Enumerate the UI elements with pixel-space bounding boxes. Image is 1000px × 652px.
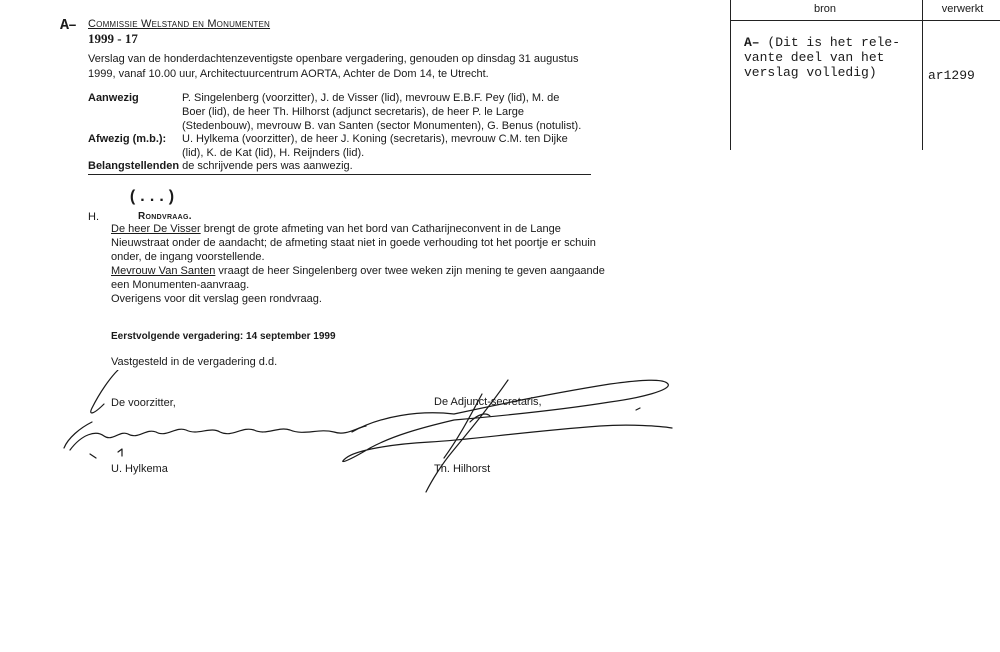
speaker-de-visser: De heer De Visser xyxy=(111,223,201,235)
aanwezig-label: Aanwezig xyxy=(88,92,139,104)
signature-left-stroke xyxy=(64,370,366,450)
signature-right-loop xyxy=(343,380,672,461)
bron-mark: A– xyxy=(744,35,760,50)
belangstellenden-row xyxy=(88,160,353,172)
table-header-divider xyxy=(730,20,1000,21)
afwezig-text: U. Hylkema (voorzitter), de heer J. Koning (secretaris), mevrouw C.M. ten Dijke (lid), K. de Kat (lid), H. Reijnders (lid). xyxy=(182,133,568,159)
belangstellenden-text: de schrijvende pers was aanwezig. xyxy=(179,160,353,172)
rondvraag-p1-text: brengt de grote afmeting van het bord van Catharijneconvent in de Lange Nieuwstraat onder de aandacht; de afmeting staat niet in goede verhouding tot het poortje er schuin onder, de ingang voorstellende. xyxy=(111,223,596,263)
signatory-right-name: Th. Hilhorst xyxy=(434,463,491,475)
rondvraag-p2-text: vraagt de heer Singelenberg over twee weken zijn mening te geven aangaande een Monumenten-aanvraag. xyxy=(111,265,605,291)
signature-left-tick xyxy=(90,449,122,458)
bron-note-text: (Dit is het rele- vante deel van het verslag volledig) xyxy=(744,35,901,80)
intro-paragraph: Verslag van de honderdachtenzeventigste openbare vergadering, genouden op dinsdag 31 augustus 1999, vanaf 10.00 uur, Architectuurcentrum AORTA, Achter de Dom 14, te Utrecht. xyxy=(88,53,579,80)
table-header-verwerkt: verwerkt xyxy=(941,3,984,15)
signatory-left-name: U. Hylkema xyxy=(111,463,168,475)
next-meeting: Eerstvolgende vergadering: 14 september 1999 xyxy=(111,331,336,342)
bron-note xyxy=(744,35,919,80)
afwezig-label: Afwezig (m.b.): xyxy=(88,133,167,145)
handwritten-signatures xyxy=(0,370,700,500)
verwerkt-code: ar1299 xyxy=(928,68,975,83)
voorzitter-label: De voorzitter, xyxy=(111,397,176,409)
section-letter: H. xyxy=(88,211,99,223)
document-mark: A– xyxy=(60,17,77,34)
adjunct-secretaris-label: De Adjunct-secretaris, xyxy=(434,396,542,408)
ellipsis-mark: (...) xyxy=(128,188,177,206)
separator-line xyxy=(88,174,591,175)
document-number: 1999 - 17 xyxy=(88,31,138,46)
signature-right-dash xyxy=(636,408,640,410)
speaker-van-santen: Mevrouw Van Santen xyxy=(111,265,216,277)
table-left-border xyxy=(730,0,731,150)
rondvraag-body xyxy=(111,222,621,306)
rondvraag-p3-text: Overigens voor dit verslag geen rondvraag. xyxy=(111,293,322,305)
aanwezig-text: P. Singelenberg (voorzitter), J. de Visser (lid), mevrouw E.B.F. Pey (lid), M. de Boer (lid), de heer Th. Hilhorst (adjunct secretaris), de heer P. le Large (Stedenbouw), mevrouw B. van Santen (sector Monumenten), G. Benus (notulist). xyxy=(182,92,582,132)
table-header-bron: bron xyxy=(813,3,837,15)
vastgesteld-line: Vastgesteld in de vergadering d.d. xyxy=(111,356,278,368)
section-title: Rondvraag. xyxy=(138,211,192,222)
belangstellenden-label: Belangstellenden xyxy=(88,160,180,172)
organization-name: Commissie Welstand en Monumenten xyxy=(88,18,271,30)
table-column-divider xyxy=(922,0,923,150)
